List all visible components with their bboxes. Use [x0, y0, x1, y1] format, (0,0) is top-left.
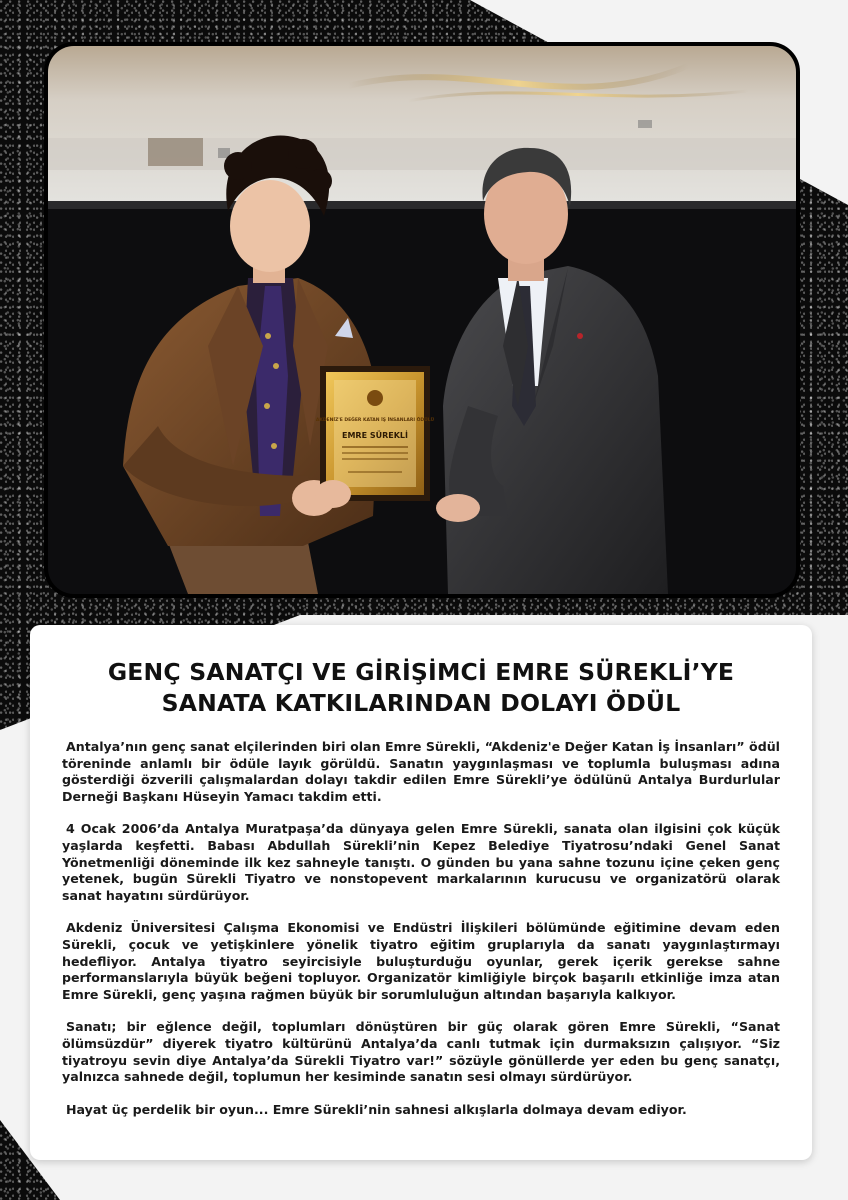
- article-paragraph-2: 4 Ocak 2006’da Antalya Muratpaşa’da dünyaya gelen Emre Sürekli, sanata olan ilgisini çok küçük yaşlarda keşfetti. Babası Abdullah Sürekli’nin Kepez Belediye Tiyatrosu’ndaki Genel Sanat Yönetmenliği döneminde ilk kez sahneyle tanıştı. O günden bu yana sahne tozunu içine çeken genç yetenek, bugün Sürekli Tiyatro ve nonstopevent markalarının kurucusu ve organizatörü olarak sanat hayatını sürdürüyor.: [62, 821, 780, 903]
- article-paragraph-3: Akdeniz Üniversitesi Çalışma Ekonomisi ve Endüstri İlişkileri bölümünde eğitimine devam eden Sürekli, çocuk ve yetişkinlere yönelik tiyatro eğitim gruplarıyla da sanatı yaygınlaştırmayı hedefliyor. Antalya tiyatro seyircisiyle buluşturduğu oyunlar, gerek içerik gerekse sahne performanslarıyla büyük beğeni topluyor. Organizatör kimliğiyle birçok başarılı etkinliğe imza atan Emre Sürekli, genç yaşına rağmen büyük bir sorumluluğun altından başarıyla kalkıyor.: [62, 920, 780, 1002]
- article-card: [30, 625, 812, 1160]
- article-headline: [62, 657, 780, 719]
- award-ceremony-photo: [44, 42, 800, 598]
- hands-holding-plaque: [315, 480, 351, 508]
- plaque-heading: AKDENİZ'E DEĞER KATAN İŞ İNSANLARI ÖDÜLÜ: [315, 418, 435, 423]
- headline-line-1: GENÇ SANATÇI VE GİRİŞİMCİ EMRE SÜREKLİ’YE: [107, 658, 735, 686]
- article-paragraph-4: Sanatı; bir eğlence değil, toplumları dönüştüren bir güç olarak gören Emre Sürekli, “Sanat ölümsüzdür” diyerek tiyatro kültürünü Antalya’da canlı tutmak için durmaksızın çalışıyor. “Siz tiyatroyu sevin diye Antalya’da Sürekli Tiyatro var!” sözüyle gönüllerde yer eden bu genç sanatçı, yalnızca sahnede değil, toplumun her kesiminde sanatın sesi olmayı sürdürüyor.: [62, 1019, 780, 1085]
- article-body: [62, 739, 780, 1118]
- plaque-title: EMRE SÜREKLİ: [342, 431, 408, 440]
- article-paragraph-1: Antalya’nın genç sanat elçilerinden biri olan Emre Sürekli, “Akdeniz'e Değer Katan İş İnsanları” ödül töreninde anlamlı bir ödüle layık görüldü. Sanatın yaygınlaşması ve toplumla buluşması adına gösterdiği özverili çalışmalardan dolayı takdir edilen Emre Sürekli’ye ödülünü Antalya Burdurlular Derneği Başkanı Hüseyin Yamacı takdim etti.: [62, 739, 780, 804]
- article-closing-line: Hayat üç perdelik bir oyun... Emre Sürekli’nin sahnesi alkışlarla dolmaya devam ediyor.: [66, 1101, 687, 1117]
- headline-line-2: SANATA KATKILARINDAN DOLAYI ÖDÜL: [161, 689, 681, 717]
